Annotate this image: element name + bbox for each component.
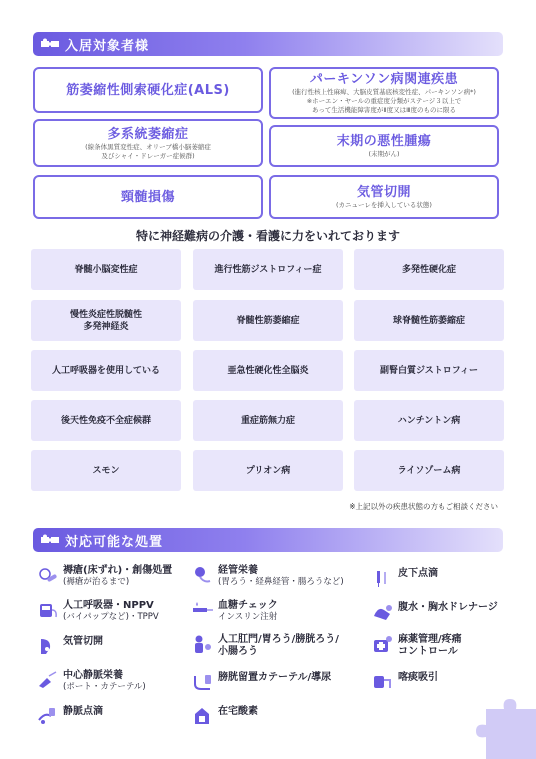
care-label: 血糖チェック (218, 600, 278, 611)
ventilator-icon (37, 600, 59, 620)
disease-cell: 脊髄小脳変性症 (31, 249, 181, 290)
disease-cell: 球脊髄性筋萎縮症 (354, 300, 504, 341)
disease-cell: 副腎白質ジストロフィー (354, 350, 504, 391)
care-label: 静脈点滴 (63, 706, 103, 717)
disease-cell: 多発性硬化症 (354, 249, 504, 290)
target-box-parkinson (269, 67, 499, 119)
blood-sugar-icon (192, 600, 214, 620)
care-item (37, 600, 159, 623)
target-box-als (33, 67, 263, 113)
target-box-title: 筋萎縮性側索硬化症(ALS) (66, 82, 230, 98)
section-header-treatments (33, 528, 503, 552)
care-item (192, 672, 331, 692)
care-label: 経管栄養 (218, 565, 258, 576)
target-box-cervical (33, 175, 263, 219)
care-item (372, 672, 438, 692)
care-item (192, 706, 258, 726)
disease-cell: 人工呼吸器を使用している (31, 350, 181, 391)
care-item (372, 568, 438, 588)
puzzle-icon (41, 38, 59, 50)
target-box-sub: ※ホーエン・ヤールの重症度分類がステージ３以上で (306, 97, 462, 105)
care-label: 麻薬管理/疼痛 (398, 634, 462, 645)
pain-management-icon (372, 634, 394, 654)
care-sub: (褥瘡が治るまで) (63, 577, 130, 587)
disease-cell: 進行性筋ジストロフィー症 (193, 249, 343, 290)
target-box-tracheostomy (269, 175, 499, 219)
care-label: 皮下点滴 (398, 568, 438, 579)
bandage-icon (37, 565, 59, 585)
central-nutrition-icon (37, 670, 59, 690)
target-box-cancer (269, 125, 499, 167)
tube-feeding-icon (192, 565, 214, 585)
disease-cell: 脊髄性筋萎縮症 (193, 300, 343, 341)
intro-text: 特に神経難病の介護・看護に力をいれております (135, 229, 400, 243)
target-box-sub: (線条体黒質変性症、オリーブ橋小脳萎縮症 (85, 142, 211, 151)
iv-drip-icon (37, 706, 59, 726)
disease-cell: 後天性免疫不全症候群 (31, 400, 181, 441)
care-sub: (バイパップなど)・TPPV (63, 612, 159, 622)
puzzle-icon (41, 534, 59, 546)
puzzle-decoration-icon (476, 689, 536, 759)
target-box-title: パーキンソン病関連疾患 (309, 72, 459, 87)
drainage-icon (372, 602, 394, 622)
target-box-sub: あって生活機能障害度がⅡ度又はⅢ度のものに限る (311, 106, 457, 114)
disease-cell: スモン (31, 450, 181, 491)
suction-icon (372, 672, 394, 692)
target-box-title: 気管切開 (356, 185, 411, 200)
care-sub: (胃ろう・経鼻経管・腸ろうなど) (218, 577, 344, 587)
care-label: 膀胱留置カテーテル/導尿 (218, 672, 332, 683)
target-box-msa (33, 119, 263, 167)
syringe-icon (372, 568, 394, 588)
disease-cell: 亜急性硬化性全脳炎 (193, 350, 343, 391)
care-item (37, 706, 103, 726)
disease-cell: ライソゾーム病 (354, 450, 504, 491)
care-label: 中心静脈栄養 (63, 670, 123, 681)
disease-cell: プリオン病 (193, 450, 343, 491)
care-label: 人工肛門/胃ろう/膀胱ろう/ (218, 634, 339, 645)
target-box-title: 多系統萎縮症 (107, 126, 189, 142)
section-title: 対応可能な処置 (65, 534, 164, 550)
care-item (37, 565, 172, 588)
care-label-line2: 小腸ろう (218, 646, 258, 657)
care-item (37, 636, 103, 656)
tracheostomy-icon (37, 636, 59, 656)
target-box-sub: (カニューレを挿入している状態) (336, 201, 432, 209)
care-sub: インスリン注射 (218, 612, 278, 622)
target-box-title: 頸髄損傷 (120, 189, 175, 205)
disease-line: 慢性炎症性脱髄性 多発神経炎 (69, 309, 142, 332)
disease-cell (31, 300, 181, 341)
care-sub: (ポート・カテーテル) (63, 682, 146, 692)
target-box-sub: 及びシャイ・ドレーガー症候群) (101, 151, 195, 160)
target-box-title: 末期の悪性腫瘍 (336, 134, 432, 149)
footnote: ※上記以外の疾患状態の方もご相談ください (349, 502, 498, 511)
care-item (192, 600, 278, 623)
care-label: 腹水・胸水ドレナージ (398, 602, 498, 613)
stoma-icon (192, 634, 214, 654)
care-label: 気管切開 (63, 636, 103, 647)
care-label: 人工呼吸器・NPPV (63, 600, 154, 611)
care-item (37, 670, 146, 693)
care-label: 在宅酸素 (218, 706, 258, 717)
care-item (192, 565, 344, 588)
disease-cell: 重症筋無力症 (193, 400, 343, 441)
care-item (372, 602, 498, 622)
care-item (372, 634, 462, 658)
catheter-icon (192, 672, 214, 692)
care-label: 褥瘡(床ずれ)・創傷処置 (63, 565, 173, 576)
disease-cell: ハンチントン病 (354, 400, 504, 441)
target-box-sub: (進行性核上性麻痺、大脳皮質基底核変性症、パーキンソン病*) (292, 88, 476, 96)
section-header-residents (33, 32, 503, 56)
care-label-line2: コントロール (398, 646, 458, 657)
care-label: 喀痰吸引 (398, 672, 438, 683)
target-box-sub: (末期がん) (368, 150, 400, 158)
oxygen-icon (192, 706, 214, 726)
care-item (192, 634, 339, 658)
section-title: 入居対象者様 (65, 38, 150, 54)
